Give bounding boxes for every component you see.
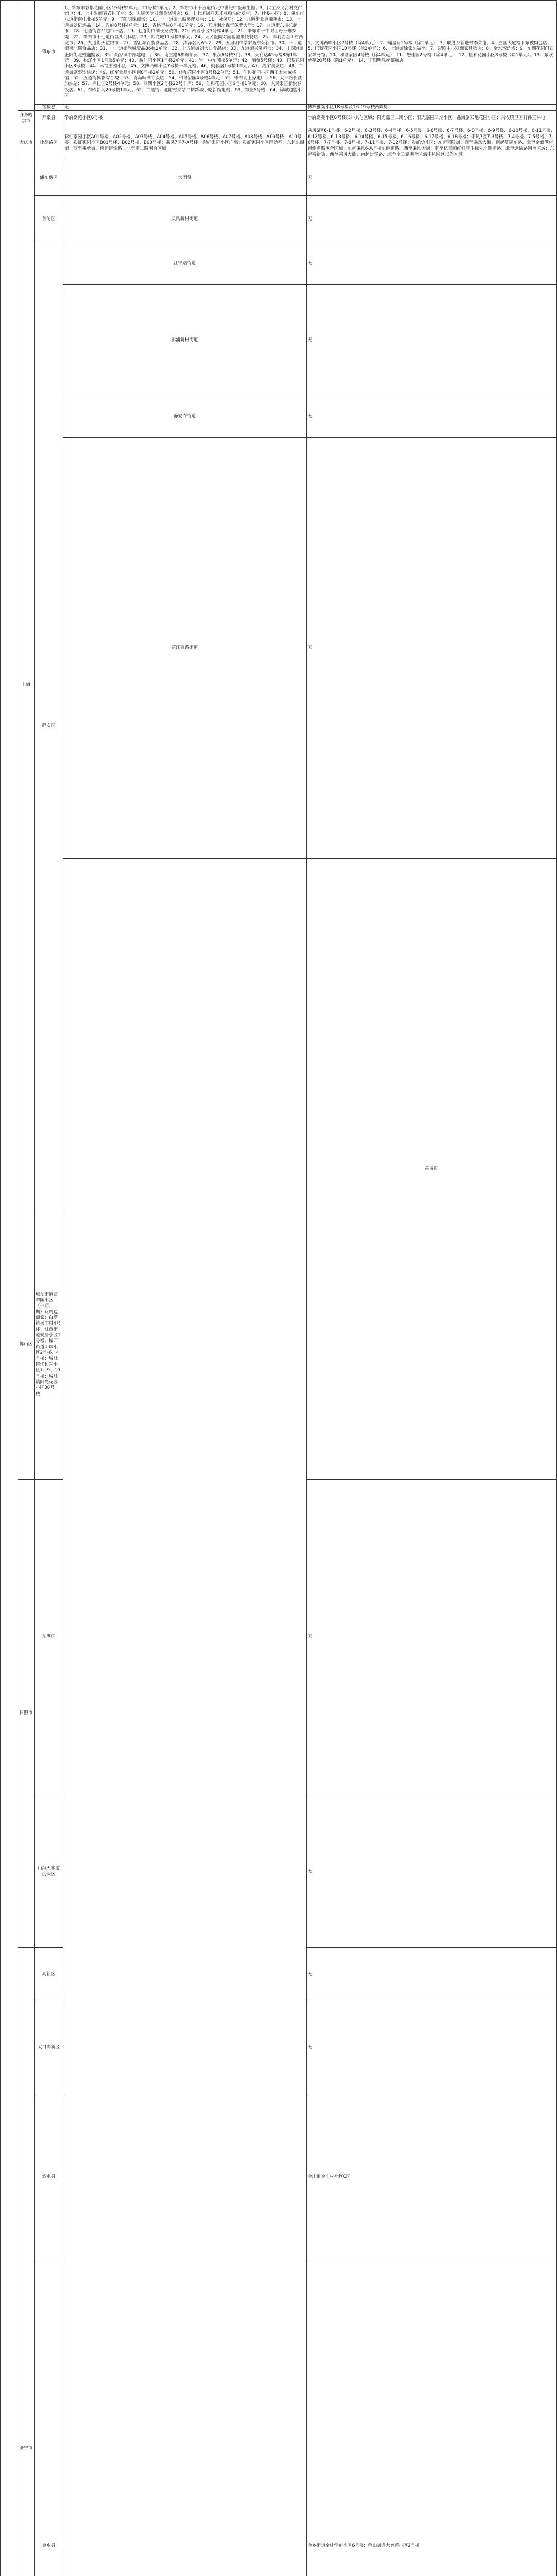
- medium-risk-area-cell: 无: [63, 105, 307, 111]
- table-row: [1, 243, 557, 284]
- province-cell: [63, 859, 307, 2576]
- medium-risk-area-cell: 学府嘉苑小区8号楼: [63, 111, 307, 126]
- city-cell: [18, 1, 35, 111]
- table-row: [1, 111, 557, 126]
- medium-risk-area-cell: 城东街道翡翠园小区（一期、二期）及周边商家；白塔镇岳庄村4号楼；城西街道安居小区1号楼；城西街道明珠小区2号楼、4号楼；城城镇洋和园小区7、9、10号楼；城城镇阳光花园小区38号楼；: [35, 1210, 63, 1479]
- city-cell: 浦东新区: [35, 160, 63, 196]
- district-cell: 金乡县: [35, 2259, 63, 2576]
- city-cell: 日照市: [18, 1479, 35, 1948]
- medium-risk-area-cell: 无: [307, 243, 557, 284]
- low-risk-area-cell: 乘风6区6-1号楼、6-2号楼、6-3号楼、6-4号楼、6-5号楼、6-6号楼、6-7号楼、6-8号楼、6-9号楼、6-10号楼、6-11号楼、6-12号楼、6-13号楼、6-14号楼、6-15号楼、6-16号楼、6-17号楼、6-18号楼；乘风7区7-3号楼、7-4号楼、7-5号楼、7-6号楼、7-7号楼、7-8号楼、7-11号楼、7-12号楼；彩虹幼儿园；东起東阳街、西至乘风大街、南起赞民东路、北至金濮满店南侧道路围合区域；东起乘风6-A号楼东侧道路、西至乘风大街、南至亿百顺红鲜菲斗标外北侧道路、北至远输路围合区域；东起乘新街、西至乘风大街、南起远输路、北至南二路围合区域中风险区以外区域: [307, 126, 557, 160]
- medium-risk-area-cell: 无: [307, 396, 557, 437]
- district-cell: 彭浦新村街道: [63, 284, 307, 396]
- city-cell: 济宁市: [18, 1948, 35, 2576]
- table-row: [1, 284, 557, 396]
- low-risk-area-cell: 学府嘉苑小区8号楼以外其他区域；阳光嘉园二期小区；阳光嘉园三期小区；鑫海旅天地花园小区；兴农镇卫国村孙玉林屯: [307, 111, 557, 126]
- medium-risk-area-cell: 金乡街道金桂学府小区6号楼；鱼山街道大兴苑小区2号楼: [307, 2259, 557, 2576]
- medium-risk-area-cell: 彩虹家园小区A01号楼、A02号楼、A03号楼、A04号楼、A05号楼、A06号楼、A07号楼、A08号楼、A09号楼、A10号楼；彩虹家园小区B01号楼、B02号楼、B03号楼；乘风7区7-A号楼；彩虹家园小区广场；彩虹家园小区活动室；东起东湖街、西至乘新街、南起远输路、北至南二路围合区域: [63, 126, 307, 160]
- medium-risk-area-cell: 无: [307, 1948, 557, 2001]
- district-cell: 大团镇: [63, 160, 307, 196]
- table-row: [1, 126, 557, 160]
- medium-risk-area-cell: 金庄镇金庄村社区C区: [307, 2095, 557, 2259]
- district-cell: 泗水县: [35, 2095, 63, 2259]
- table-row: [1, 437, 557, 859]
- low-risk-area-cell: 博林雅苑小区18号楼及16-19号楼西隔房: [307, 105, 557, 111]
- low-risk-area-cell: 1、文博西畔小区7号楼（除4单元）；2、翰星届1号楼（除1单元）；3、联进乡新进村李菜屯；4、立国大厦楼下东坡肉包店；5、巴黎花园小区10号楼（除2单元）；6、七道街徐家东猫坐；7、影剧中心对面家具物店；8、金水湾洗浴；9、东湖花园门石家羊汤馆；10、和谐家园4号楼（除4单元）；11、懋佳园2号楼（除4单元）；12、佳和花园小区8号楼（除1单元）；13、东欧新苑20号楼（除1单元）；14、正阳明珠超都糕店: [307, 1, 557, 105]
- district-cell: 博山区: [18, 1210, 35, 1479]
- table-row: [1, 160, 557, 196]
- medium-risk-area-cell: 1、肇东市敦都花园小区19号楼2单元、21号楼1单元；2、肇东市小十五道街北中世紀中医养生馆；3、民主乡民合村党仁铺屯；4、七中对面表式包子店；5、人民医院对面鲁烧饼店；6、十七道街万家米业粮油批发店；7、计委小区；8、肇东市八道街南电业楼5单元；9、正阳明珠商场；10、十一道街北温馨理发店；11、社保局；12、九道街北金鼎翔市；13、七道街刘记鸡品；14、政府8号楼4单元；15、香格里拉8号楼1单元；16、五道街北森气象费大厅；17、九道街东得乐超市；18、七道街吉品超市一店；19、七道街口刘长发烧饼；20、西园小区3号楼4单元；21、肇东市一中对面丹丹麻辣烫；22、肇东市十七道街昌头商标店；23、翔龙城11号楼3单元；24、人民医院对面福鑫来快餐店；25、丰利店金山村西发市；26、九道街天益粮市；27、香汇源百货食品店；28、清泽名苑A5-2；29、五里明中学附近东荣新市；30、十四道街南北籍食品店；31、十一道街尚城壹品B6栋2单元；32、十五道街刘大口食品店；33、九道街兴隆超市；34、十四道街正阳街北姓翻圆敬；35、尚家镇中部建电厂；36、南直路6栋东郁河；37、果蔬6号楼3门；38、天利达45号楼8栋1单元；39、松辽小区1号楼5单元；40、鑫佳园小区1号楼2单元；41、岩一中东侧楼5单元；42、海镇5号楼；43、巴黎花园小区8号楼；44、幸福庄园小区；45、文博西畔小区7号楼一单元楼；46、勤藤居1号楼1单元；47、浩宇美发店；48、二道街刷事饮快递；49、红军食品小区南8号楼2单元；50、佳和花园小区8号楼2单元；51、佳和花园小区西干太太麻将馆；52、五道街体彩综合楼；53、青岛啤酒专卖店；54、和谐家园4号楼4单元；55、肇东北上家电厂；56、太平路长城加油站；57、棉佳园2号楼4单元；58、西湖小区2号楼22号车库；59、佳和花园小区6号楼1单元；60、人民家园新悦春饭店；61、东欧新苑20号楼1单元；62、二道街西北附村菜站二楼新墩小吃新院电站；63、物业5号楼；64、锦城超能小区: [63, 1, 307, 105]
- medium-risk-area-cell: 无: [307, 160, 557, 196]
- province-cell: 上海: [18, 160, 35, 1210]
- district-cell: 高新区: [35, 1948, 63, 2001]
- district-cell: 拜泉县: [35, 111, 63, 126]
- table-row: [1, 196, 557, 243]
- district-cell: 肇东市: [35, 1, 63, 105]
- medium-risk-area-cell: 无: [307, 196, 557, 243]
- table-row: [1, 105, 557, 111]
- province-cell: [1, 1, 18, 2576]
- table-row: [1, 859, 557, 1210]
- medium-risk-area-cell: 无: [307, 284, 557, 396]
- district-cell: 太白湖新区: [35, 2001, 63, 2095]
- district-cell: 东港区: [35, 1479, 63, 1795]
- city-cell: 齐齐哈尔市: [18, 111, 35, 126]
- table-row: [1, 1, 557, 105]
- medium-risk-area-cell: 无: [307, 437, 557, 859]
- medium-risk-area-cell: 无: [307, 2001, 557, 2095]
- table-row: [1, 396, 557, 437]
- district-cell: 让胡路区: [35, 126, 63, 160]
- medium-risk-area-cell: 无: [307, 1479, 557, 1795]
- medium-risk-area-cell: 无: [307, 1795, 557, 1948]
- city-cell: 普陀区: [35, 196, 63, 243]
- district-cell: 绥棱县: [35, 105, 63, 111]
- district-cell: 山海天旅游度假区: [35, 1795, 63, 1948]
- district-cell: 江宁路街道: [63, 243, 307, 284]
- city-cell: 大庆市: [18, 126, 35, 160]
- risk-area-table-body: [1, 1, 557, 2576]
- city-cell: 静安区: [35, 243, 63, 1210]
- district-cell: 芷江西路街道: [63, 437, 307, 859]
- district-cell: 静安寺街道: [63, 396, 307, 437]
- district-cell: 长风新村街道: [63, 196, 307, 243]
- city-cell: 淄博市: [307, 859, 557, 1479]
